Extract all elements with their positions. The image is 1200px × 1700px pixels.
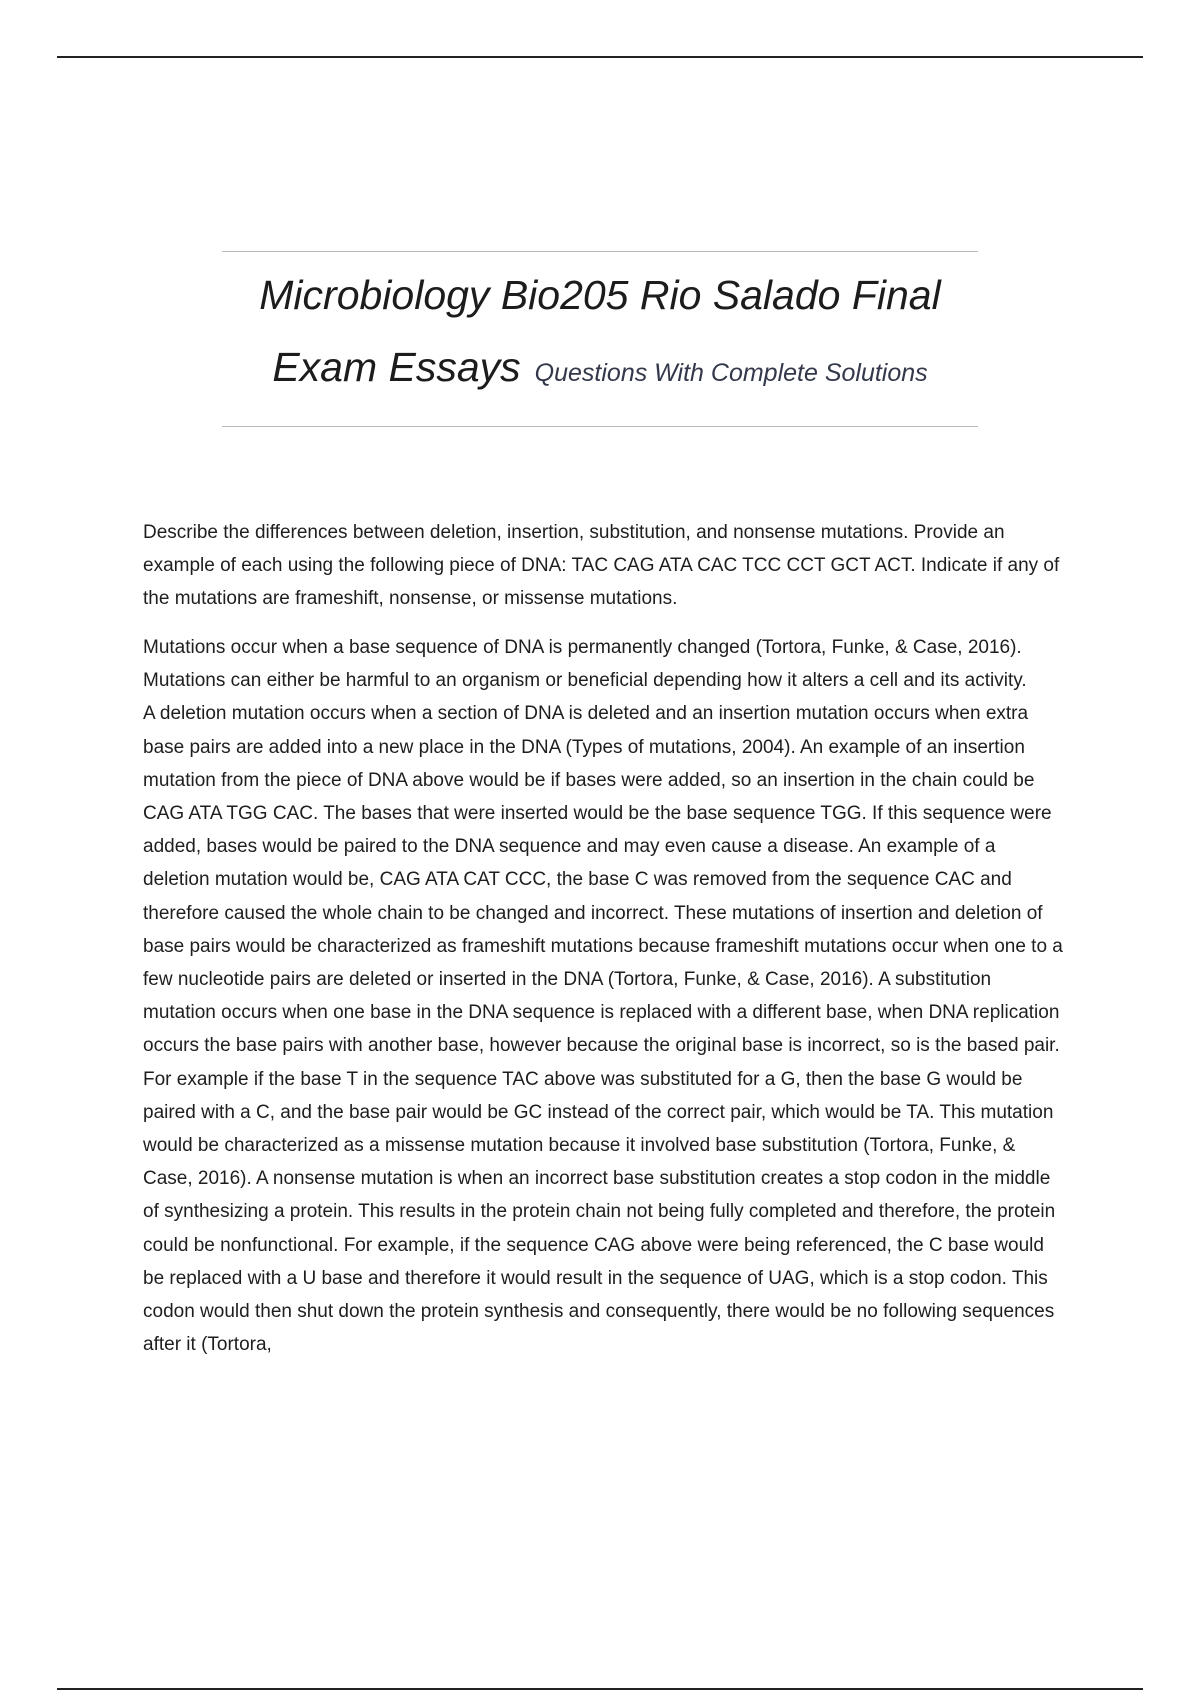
title-divider-top: [222, 251, 978, 252]
page-bottom-rule: [57, 1688, 1143, 1690]
document-title-line-1: Microbiology Bio205 Rio Salado Final: [259, 272, 941, 318]
page-top-rule: [57, 56, 1143, 58]
document-subtitle: Questions With Complete Solutions: [534, 359, 928, 387]
essay-answer: [143, 631, 1063, 1361]
title-divider-bottom: [222, 426, 978, 427]
document-title-continued: Exam Essays: [272, 344, 521, 390]
answer-paragraph-intro: Mutations occur when a base sequence of DNA is permanently changed (Tortora, Funke, & Case, 2016). Mutations can either be harmful to an organism or beneficial depending how it alters a cell and its activity.: [143, 637, 1027, 692]
document-title-line-2: [222, 344, 978, 391]
answer-paragraph-main: A deletion mutation occurs when a section of DNA is deleted and an insertion mutation occurs when extra base pairs are added into a new place in the DNA (Types of mutations, 2004). An example of an insertion mutation from the piece of DNA above would be if bases were added, so an insertion in the chain could be CAG ATA TGG CAC. The bases that were inserted would be the base sequence TGG. If this sequence were added, bases would be paired to the DNA sequence and may even cause a disease. An example of a deletion mutation would be, CAG ATA CAT CCC, the base C was removed from the sequence CAC and therefore caused the whole chain to be changed and incorrect. These mutations of insertion and deletion of base pairs would be characterized as frameshift mutations because frameshift mutations occur when one to a few nucleotide pairs are deleted or inserted in the DNA (Tortora, Funke, & Case, 2016). A substitution mutation occurs when one base in the DNA sequence is replaced with a different base, when DNA replication occurs the base pairs with another base, however because the original base is incorrect, so is the based pair. For example if the base T in the sequence TAC above was substituted for a G, then the base G would be paired with a C, and the base pair would be GC instead of the correct pair, which would be TA. This mutation would be characterized as a missense mutation because it involved base substitution (Tortora, Funke, & Case, 2016). A nonsense mutation is when an incorrect base substitution creates a stop codon in the middle of synthesizing a protein. This results in the protein chain not being fully completed and therefore, the protein could be nonfunctional. For example, if the sequence CAG above were being referenced, the C base would be replaced with a U base and therefore it would result in the sequence of UAG, which is a stop codon. This codon would then shut down the protein synthesis and consequently, there would be no following sequences after it (Tortora,: [143, 703, 1063, 1356]
essay-question: Describe the differences between deletion, insertion, substitution, and nonsense mutations. Provide an example of each using the following piece of DNA: TAC CAG ATA CAC TCC CCT GCT ACT. Indicate if any of the mutations are frameshift, nonsense, or missense mutations.: [143, 522, 1060, 610]
